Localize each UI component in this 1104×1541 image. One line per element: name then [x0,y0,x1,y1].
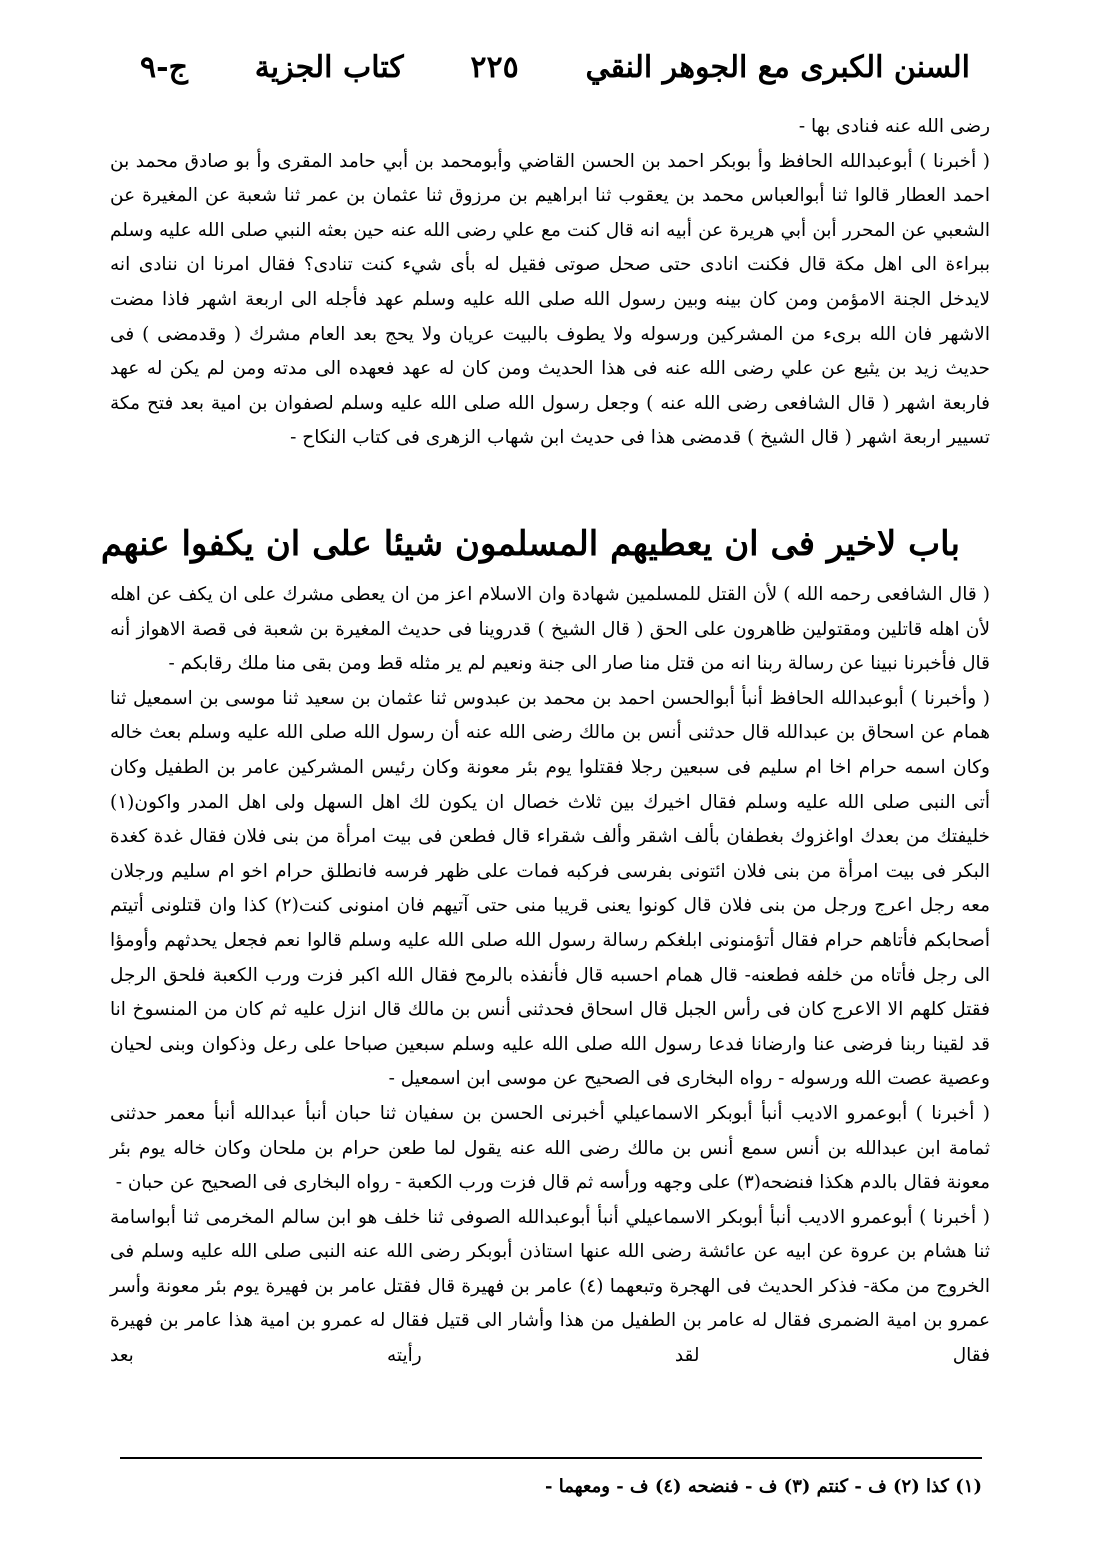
volume-number: ج-٩ [140,49,188,85]
paragraph: ( أخبرنا ) أبوعمرو الاديب أنبأ أبوبكر الاسماعيلي أنبأ أبوعبدالله الصوفى ثنا خلف هو ابن سالم المخرمى ثنا أبواسامة ثنا هشام بن عروة عن ابيه عن عائشة رضى الله عنها استاذن أبوبكر رضى الله عنه النبى صلى الله عليه وسلم فى الخروج من مكة- فذكر الحديث فى الهجرة وتبعهما (٤) عامر بن فهيرة قال فقتل عامر بن فهيرة يوم بئر معونة وأسر عمرو بن امية الضمرى فقال له عامر بن الطفيل من هذا وأشار الى قتيل فقال له عمرو بن امية هذا عامر بن فهيرة فقال لقد رأيته بعد [110,1206,990,1367]
chapter-heading: باب لاخير فى ان يعطيهم المسلمون شيئا على ان يكفوا عنهم [100,524,960,564]
paragraph: ( أخبرنا ) أبوعمرو الاديب أنبأ أبوبكر الاسماعيلي أخبرنى الحسن بن سفيان ثنا حبان أنبأ عبدالله أنبأ معمر حدثنى ثمامة ابن عبدالله بن أنس سمع أنس بن مالك رضى الله عنه يقول لما طعن حرام بن ملحان وكان خاله يوم بئر معونة فقال بالدم هكذا فنضحه(٣) على وجهه ورأسه ثم قال فزت ورب الكعبة - رواه البخارى فى الصحيح عن حبان - [110,1102,990,1194]
running-chapter-title: كتاب الجزية [254,49,404,85]
paragraph: رضى الله عنه فنادى بها - [798,116,990,137]
paragraph: ( أخبرنا ) أبوعبدالله الحافظ وأ بوبكر احمد بن الحسن القاضي وأبومحمد بن أبي حامد المقرى وأ بو صادق محمد بن احمد العطار قالوا ثنا أبوالعباس محمد بن يعقوب ثنا ابراهيم بن مرزوق ثنا عثمان بن عمر ثنا شعبة عن المغيرة عن الشعبي عن المحرر أبن أبي هريرة عن أبيه انه قال كنت مع علي رضى الله عنه حين بعثه النبي صلى الله عليه وسلم ببراءة الى اهل مكة قال فكنت انادى حتى صحل صوتى فقيل له بأى شيء كنت تنادى؟ فقال امرنا ان ننادى انه لايدخل الجنة الامؤمن ومن كان بينه وبين رسول الله صلى الله عليه وسلم عهد فأجله الى اربعة اشهر فاذا مضت الاشهر فان الله برىء من المشركين ورسوله ولا يطوف بالبيت عريان ولا يحج بعد العام مشرك ( وقدمضى ) فى حديث زيد بن يثيع عن علي رضى الله عنه فى هذا الحديث ومن كان له عهد فعهده الى مدته ومن لم يكن له عهد فاربعة اشهر ( قال الشافعى رضى الله عنه ) وجعل رسول الله صلى الله عليه وسلم لصفوان بن امية بعد فتح مكة تسيير اربعة اشهر ( قال الشيخ ) قدمضى هذا فى حديث ابن شهاب الزهرى فى كتاب النكاح - [110,150,990,449]
running-book-title: السنن الكبرى مع الجوهر النقي [585,49,970,85]
page-header [140,42,970,92]
footnote-divider [120,1457,982,1459]
body-text-top [110,110,990,456]
page-number: ٢٢٥ [470,49,519,85]
body-text-bottom [110,578,990,1374]
paragraph: ( وأخبرنا ) أبوعبدالله الحافظ أنبأ أبوالحسن احمد بن محمد بن عبدوس ثنا عثمان بن سعيد ثنا موسى بن اسمعيل ثنا همام عن اسحاق بن عبدالله قال حدثنى أنس بن مالك رضى الله عنه أن رسول الله صلى الله عليه وسلم بعث خاله وكان اسمه حرام اخا ام سليم فى سبعين رجلا فقتلوا يوم بئر معونة وكان رئيس المشركين عامر بن الطفيل وكان أتى النبى صلى الله عليه وسلم فقال اخيرك بين ثلاث خصال ان يكون لك اهل السهل ولى اهل المدر واكون(١) خليفتك من بعدك اواغزوك بغطفان بألف اشقر وألف شقراء قال فطعن فى بيت امرأة من بنى فلان فقال غدة كغدة البكر فى بيت امرأة من بنى فلان ائتونى بفرسى فركبه فمات على ظهر فرسه فانطلق حرام اخو ام سليم ورجلان معه رجل اعرج ورجل من بنى فلان قال كونوا يعنى قريبا منى حتى آتيهم فان امنونى كنت(٢) كذا وان قتلونى أتيتم أصحابكم فأتاهم حرام فقال أتؤمنونى ابلغكم رسالة رسول الله صلى الله عليه وسلم قالوا نعم فجعل يحدثهم وأومؤا الى رجل فأتاه من خلفه فطعنه- قال همام احسبه قال فأنفذه بالرمح فقال الله اكبر فزت ورب الكعبة فلحق الرجل فقتل كلهم الا الاعرج كان فى رأس الجبل قال اسحاق فحدثنى أنس بن مالك قال انزل عليه ثم كان من المنسوخ انا قد لقينا ربنا فرضى عنا وارضانا فدعا رسول الله صلى الله عليه وسلم سبعين صباحا على رعل وذكوان وبنى لحيان وعصية عصت الله ورسوله - رواه البخارى فى الصحيح عن موسى ابن اسمعيل - [110,687,991,1090]
paragraph: ( قال الشافعى رحمه الله ) لأن القتل للمسلمين شهادة وان الاسلام اعز من ان يعطى مشرك على ان يكف عن اهله لأن اهله قاتلين ومقتولين ظاهرون على الحق ( قال الشيخ ) قدروينا فى حديث المغيرة بن شعبة فى قصة الاهواز أنه قال فأخبرنا نبينا عن رسالة ربنا انه من قتل منا صار الى جنة ونعيم لم ير مثله قط ومن بقى منا ملك رقابكم - [110,584,991,675]
footnotes: (١) كذا (٢) ف - كنتم (٣) ف - فنضحه (٤) ف - ومعهما - [544,1476,982,1497]
